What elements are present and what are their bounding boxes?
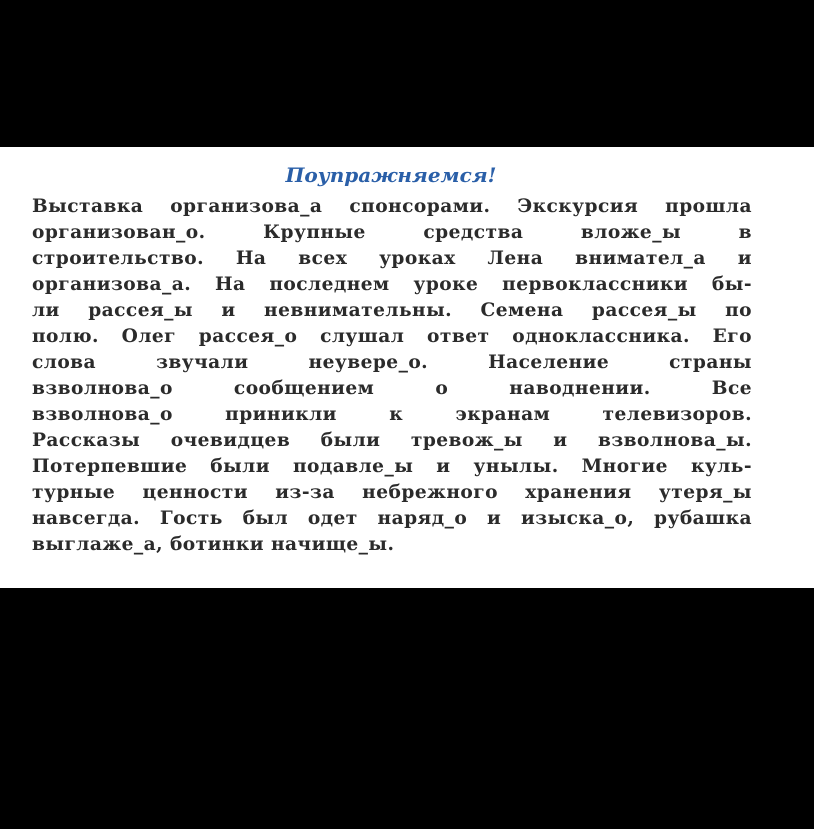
text-line-11: Потерпевшие были подавле_ы и унылы. Многие куль- bbox=[32, 456, 752, 477]
exercise-text bbox=[32, 194, 752, 558]
exercise-heading: Поупражняемся! bbox=[285, 163, 497, 187]
text-line-8: взволнова_о сообщением о наводнении. Все bbox=[32, 378, 752, 399]
text-line-2: организован_о. Крупные средства вложе_ы в bbox=[32, 222, 752, 243]
exercise-page bbox=[0, 147, 814, 588]
text-line-7: слова звучали неувере_о. Население страны bbox=[32, 352, 752, 373]
text-line-9: взволнова_о приникли к экранам телевизоров. bbox=[32, 404, 752, 425]
text-line-5: ли рассея_ы и невнимательны. Семена рассея_ы по bbox=[32, 300, 752, 321]
text-line-12: турные ценности из-за небрежного хранения утеря_ы bbox=[32, 482, 752, 503]
text-line-14: выглаже_а, ботинки начище_ы. bbox=[32, 534, 395, 555]
text-line-3: строительство. На всех уроках Лена внимател_а и bbox=[32, 248, 752, 269]
text-line-13: навсегда. Гость был одет наряд_о и изыска_о, рубашка bbox=[32, 508, 752, 529]
text-line-1: Выставка организова_а спонсорами. Экскурсия прошла bbox=[32, 196, 752, 217]
text-line-6: полю. Олег рассея_о слушал ответ одноклассника. Его bbox=[32, 326, 752, 347]
text-line-10: Рассказы очевидцев были тревож_ы и взволнова_ы. bbox=[32, 430, 752, 451]
text-line-4: организова_а. На последнем уроке первоклассники бы- bbox=[32, 274, 752, 295]
